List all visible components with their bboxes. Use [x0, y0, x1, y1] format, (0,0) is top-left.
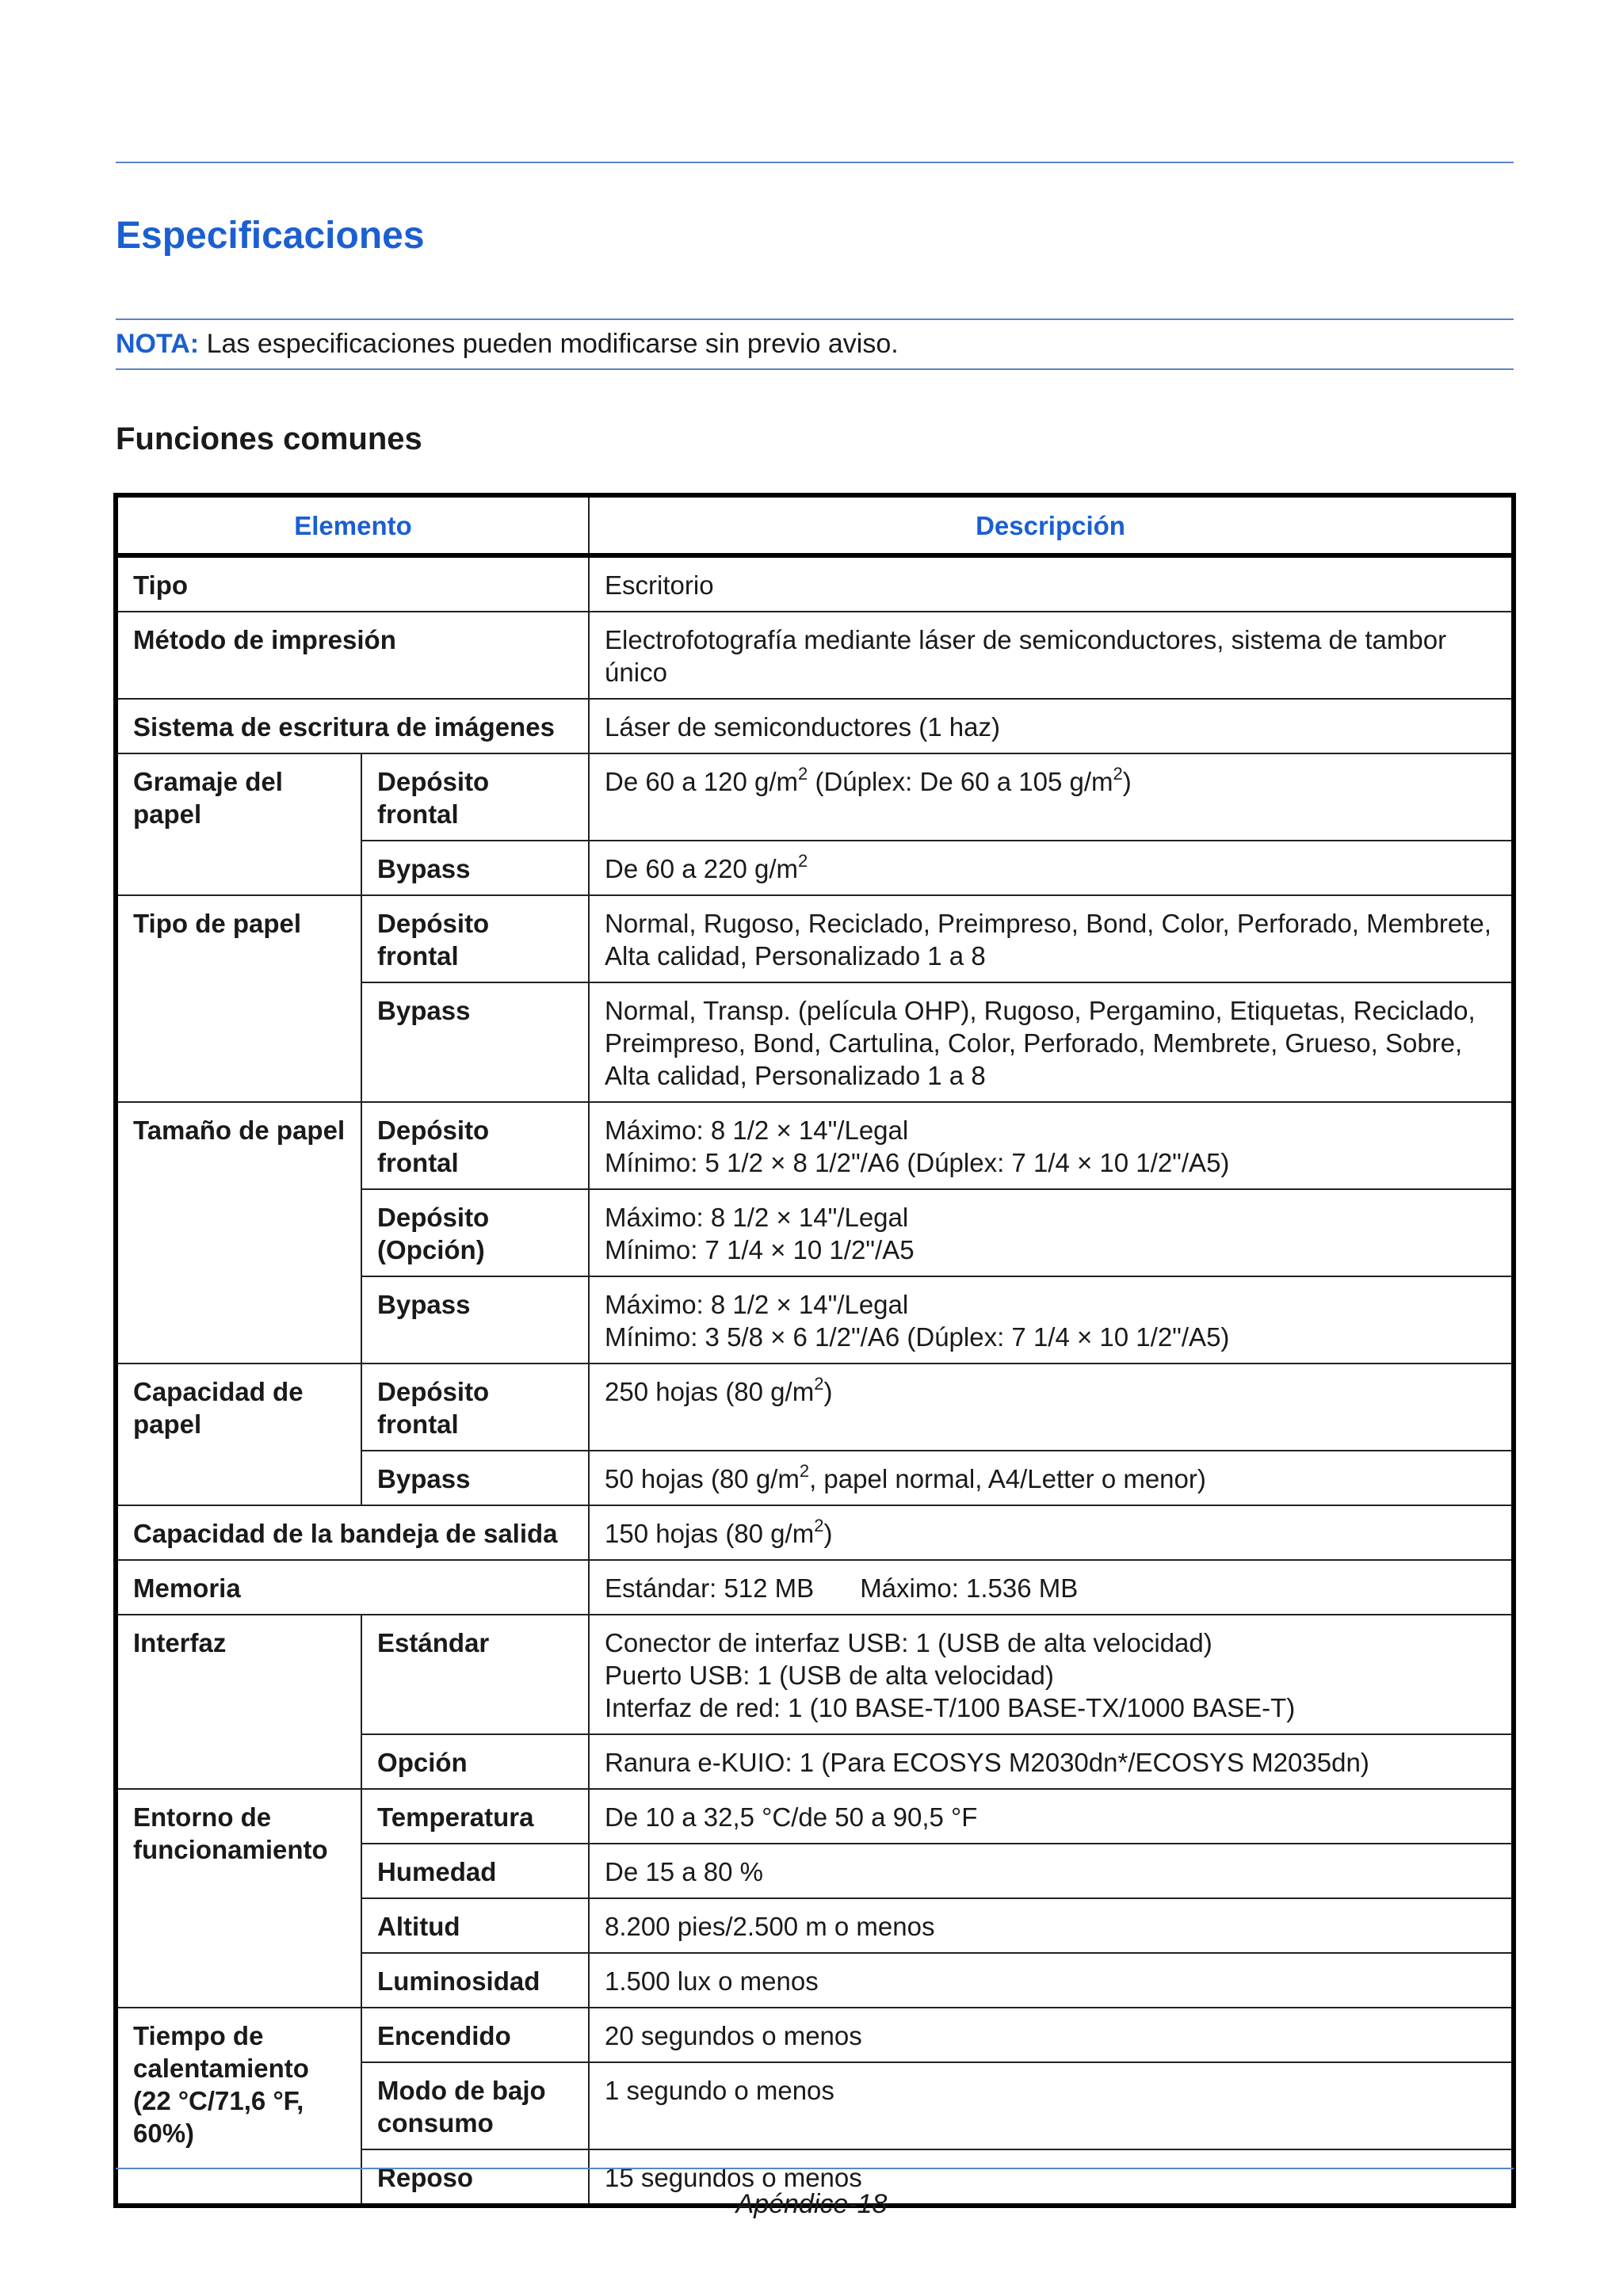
row-sublabel: Depósito frontal — [361, 1102, 589, 1189]
row-sublabel: Modo de bajo consumo — [361, 2062, 589, 2149]
footer-rule — [116, 2168, 1514, 2169]
row-value: De 60 a 120 $g/m^2$ (Dúplex: De 60 a 105 $g/m^2$) — [589, 753, 1514, 841]
note-text: Las especificaciones pueden modificarse sin previo aviso. — [199, 329, 899, 359]
row-value: Máximo: 8 1/2 × 14"/Legal Mínimo: 5 1/2 × 8 1/2"/A6 (Dúplex: 7 1/4 × 10 1/2"/A5) — [589, 1102, 1514, 1189]
row-label: Gramaje del papel — [116, 753, 361, 895]
row-value: 20 segundos o menos — [589, 2008, 1514, 2062]
row-value: Electrofotografía mediante láser de semiconductores, sistema de tambor único — [589, 612, 1514, 699]
row-value: 250 hojas (80 $g/m^2$) — [589, 1363, 1514, 1451]
row-sublabel: Bypass — [361, 841, 589, 895]
page-footer: Apéndice-18 — [735, 2189, 888, 2219]
table-row — [116, 1789, 1514, 1844]
section-title: Funciones comunes — [116, 421, 422, 456]
table-header-row — [116, 495, 1514, 555]
row-label: Entorno de funcionamiento — [116, 1789, 361, 2008]
row-value: 15 segundos o menos — [589, 2149, 1514, 2206]
row-value: De 15 a 80 % — [589, 1844, 1514, 1898]
row-sublabel: Depósito frontal — [361, 895, 589, 982]
row-sublabel: Opción — [361, 1734, 589, 1789]
table-row — [116, 1363, 1514, 1451]
table-row — [116, 699, 1514, 753]
note-rule-bottom — [116, 368, 1514, 370]
row-label: Memoria — [116, 1560, 589, 1615]
row-value: 1.500 lux o menos — [589, 1953, 1514, 2008]
row-value: 8.200 pies/2.500 m o menos — [589, 1898, 1514, 1953]
note-rule-top — [116, 318, 1514, 320]
row-value: 50 hojas (80 $g/m^2$, papel normal, A4/Letter o menor) — [589, 1451, 1514, 1505]
table-row — [116, 555, 1514, 612]
note-label: NOTA: — [116, 329, 200, 359]
row-value: Máximo: 8 1/2 × 14"/Legal Mínimo: 7 1/4 × 10 1/2"/A5 — [589, 1189, 1514, 1276]
row-label: Capacidad de la bandeja de salida — [116, 1505, 589, 1560]
row-label: Método de impresión — [116, 612, 589, 699]
row-label: Sistema de escritura de imágenes — [116, 699, 589, 753]
row-label: Tamaño de papel — [116, 1102, 361, 1363]
row-label: Capacidad de papel — [116, 1363, 361, 1505]
row-sublabel: Encendido — [361, 2008, 589, 2062]
table-row — [116, 895, 1514, 982]
row-sublabel: Luminosidad — [361, 1953, 589, 2008]
row-value: Máximo: 8 1/2 × 14"/Legal Mínimo: 3 5/8 × 6 1/2"/A6 (Dúplex: 7 1/4 × 10 1/2"/A5) — [589, 1276, 1514, 1363]
header-element: Elemento — [116, 495, 589, 555]
row-value: 150 hojas (80 $g/m^2$) — [589, 1505, 1514, 1560]
row-label: Interfaz — [116, 1615, 361, 1789]
row-sublabel: Depósito frontal — [361, 753, 589, 841]
row-value: De 60 a 220 $g/m^2$ — [589, 841, 1514, 895]
row-value: Láser de semiconductores (1 haz) — [589, 699, 1514, 753]
table-row — [116, 1102, 1514, 1189]
spec-table — [113, 493, 1516, 2208]
row-value: Escritorio — [589, 555, 1514, 612]
note — [116, 328, 899, 360]
row-sublabel: Depósito (Opción) — [361, 1189, 589, 1276]
row-sublabel: Humedad — [361, 1844, 589, 1898]
row-sublabel: Temperatura — [361, 1789, 589, 1844]
row-label: Tipo — [116, 555, 589, 612]
page-title: Especificaciones — [116, 215, 425, 257]
table-row — [116, 1560, 1514, 1615]
row-sublabel: Bypass — [361, 1451, 589, 1505]
row-value: Conector de interfaz USB: 1 (USB de alta velocidad) Puerto USB: 1 (USB de alta velocidad) Interfaz de red: 1 (10 BASE-T/100 BASE-TX/1000 BASE-T) — [589, 1615, 1514, 1734]
row-sublabel: Depósito frontal — [361, 1363, 589, 1451]
row-label: Tiempo de calentamiento (22 °C/71,6 °F, 60%) — [116, 2008, 361, 2206]
row-value: Normal, Transp. (película OHP), Rugoso, Pergamino, Etiquetas, Reciclado, Preimpreso, Bond, Cartulina, Color, Perforado, Membrete, Grueso, Sobre, Alta calidad, Personalizado 1 a 8 — [589, 982, 1514, 1102]
row-value: Ranura e-KUIO: 1 (Para ECOSYS M2030dn*/ECOSYS M2035dn) — [589, 1734, 1514, 1789]
row-sublabel: Altitud — [361, 1898, 589, 1953]
row-value: Estándar: 512 MB Máximo: 1.536 MB — [589, 1560, 1514, 1615]
table-row — [116, 753, 1514, 841]
row-value: 1 segundo o menos — [589, 2062, 1514, 2149]
row-value: Normal, Rugoso, Reciclado, Preimpreso, Bond, Color, Perforado, Membrete, Alta calidad, Personalizado 1 a 8 — [589, 895, 1514, 982]
table-row — [116, 2008, 1514, 2062]
row-sublabel: Bypass — [361, 1276, 589, 1363]
table-row — [116, 1505, 1514, 1560]
row-sublabel: Estándar — [361, 1615, 589, 1734]
table-row — [116, 612, 1514, 699]
header-rule — [116, 162, 1514, 163]
row-value: De 10 a 32,5 °C/de 50 a 90,5 °F — [589, 1789, 1514, 1844]
table-row — [116, 1615, 1514, 1734]
row-sublabel: Reposo — [361, 2149, 589, 2206]
header-description: Descripción — [589, 495, 1514, 555]
row-label: Tipo de papel — [116, 895, 361, 1102]
row-sublabel: Bypass — [361, 982, 589, 1102]
